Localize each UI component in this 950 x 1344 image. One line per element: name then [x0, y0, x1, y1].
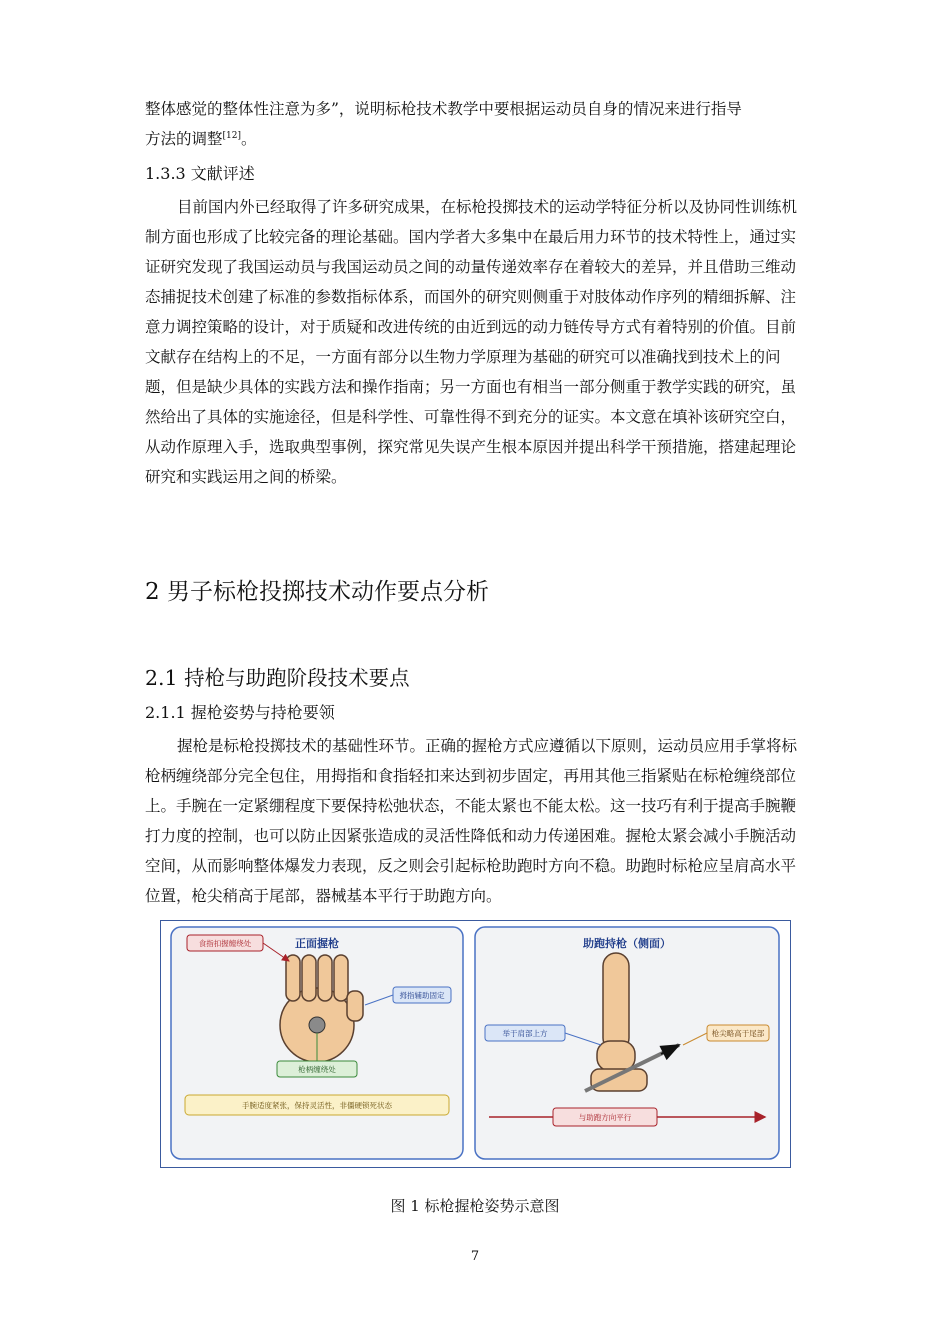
heading-2-1: 2.1 持枪与助跑阶段技术要点	[145, 666, 410, 690]
heading-2-1-1: 2.1.1 握枪姿势与持枪要领	[145, 703, 335, 722]
paragraph-end: 。	[241, 130, 257, 148]
label-shoulder-text: 举于肩部上方	[502, 1029, 548, 1038]
paragraph-line: 方法的调整	[145, 130, 223, 148]
label-tip-text: 枪尖略高于尾部	[711, 1029, 765, 1038]
label-direction-text: 与助跑方向平行	[578, 1113, 632, 1122]
arm-shape	[603, 953, 629, 1051]
left-panel-title: 正面握枪	[295, 937, 339, 950]
literature-review-paragraph: 目前国内外已经取得了许多研究成果，在标枪投掷技术的运动学特征分析以及协同性训练机制方面也形成了比较完备的理论基础。国内学者大多集中在最后用力环节的技术特性上，通过实证研究发现了我国运动员与我国运动员之间的动量传递效率存在着较大的差异，并且借助三维动态捕捉技术创建了标准的参数指标体系，而国外的研究则侧重于对肢体动作序列的精细拆解、注意力调控策略的设计，对于质疑和改进传统的由近到远的动力链传导方式有着特别的价值。目前文献存在结构上的不足，一方面有部分以生物力学原理为基础的研究可以准确找到技术上的问题，但是缺少具体的实践方法和操作指南；另一方面也有相当一部分侧重于教学实践的研究，虽然给出了具体的实施途径，但是科学性、可靠性得不到充分的证实。本文意在填补该研究空白，从动作原理入手，选取典型事例，探究常见失误产生根本原因并提出科学干预措施，搭建起理论研究和实践运用之间的桥梁。	[145, 198, 798, 486]
heading-1-3-3: 1.3.3 文献评述	[145, 164, 255, 183]
javelin-cross-section	[309, 1017, 325, 1033]
label-index-text: 食指扣握缠绕处	[198, 939, 252, 948]
label-wrist-text: 手腕适度紧张，保持灵活性，非僵硬锁死状态	[242, 1101, 392, 1110]
citation-ref: [12]	[222, 131, 241, 141]
chapter-2-heading: 2 男子标枪投掷技术动作要点分析	[145, 579, 489, 605]
finger-ring	[318, 955, 332, 1001]
right-panel-title: 助跑持枪（侧面）	[583, 937, 671, 950]
figure-caption: 图 1 标枪握枪姿势示意图	[390, 1197, 560, 1215]
paragraph-line: 整体感觉的整体性注意为多”，说明标枪技术教学中要根据运动员自身的情况来进行指导	[145, 100, 742, 118]
body-paragraph-continued	[145, 94, 810, 154]
finger-middle	[302, 955, 316, 1001]
figure-1-diagram	[161, 921, 792, 1169]
thumb-shape	[347, 991, 363, 1021]
page-number: 7	[470, 1249, 480, 1264]
hand-shape	[597, 1041, 635, 1071]
figure-1	[160, 920, 791, 1168]
grip-paragraph: 握枪是标枪投掷技术的基础性环节。正确的握枪方式应遵循以下原则，运动员应用手掌将标枪柄缠绕部分完全包住，用拇指和食指轻扣来达到初步固定，再用其他三指紧贴在标枪缠绕部位上。手腕在一定紧绷程度下要保持松弛状态，不能太紧也不能太松。这一技巧有利于提高手腕鞭打力度的控制，也可以防止因紧张造成的灵活性降低和动力传递困难。握枪太紧会减小手腕活动空间，从而影响整体爆发力表现，反之则会引起标枪助跑时方向不稳。助跑时标枪应呈肩高水平位置，枪尖稍高于尾部，器械基本平行于助跑方向。	[145, 737, 798, 905]
label-grip-text: 枪柄缠绕处	[298, 1065, 336, 1074]
finger-index	[286, 955, 300, 1001]
label-thumb-text: 拇指辅助固定	[399, 991, 445, 1000]
finger-little	[334, 955, 348, 1001]
